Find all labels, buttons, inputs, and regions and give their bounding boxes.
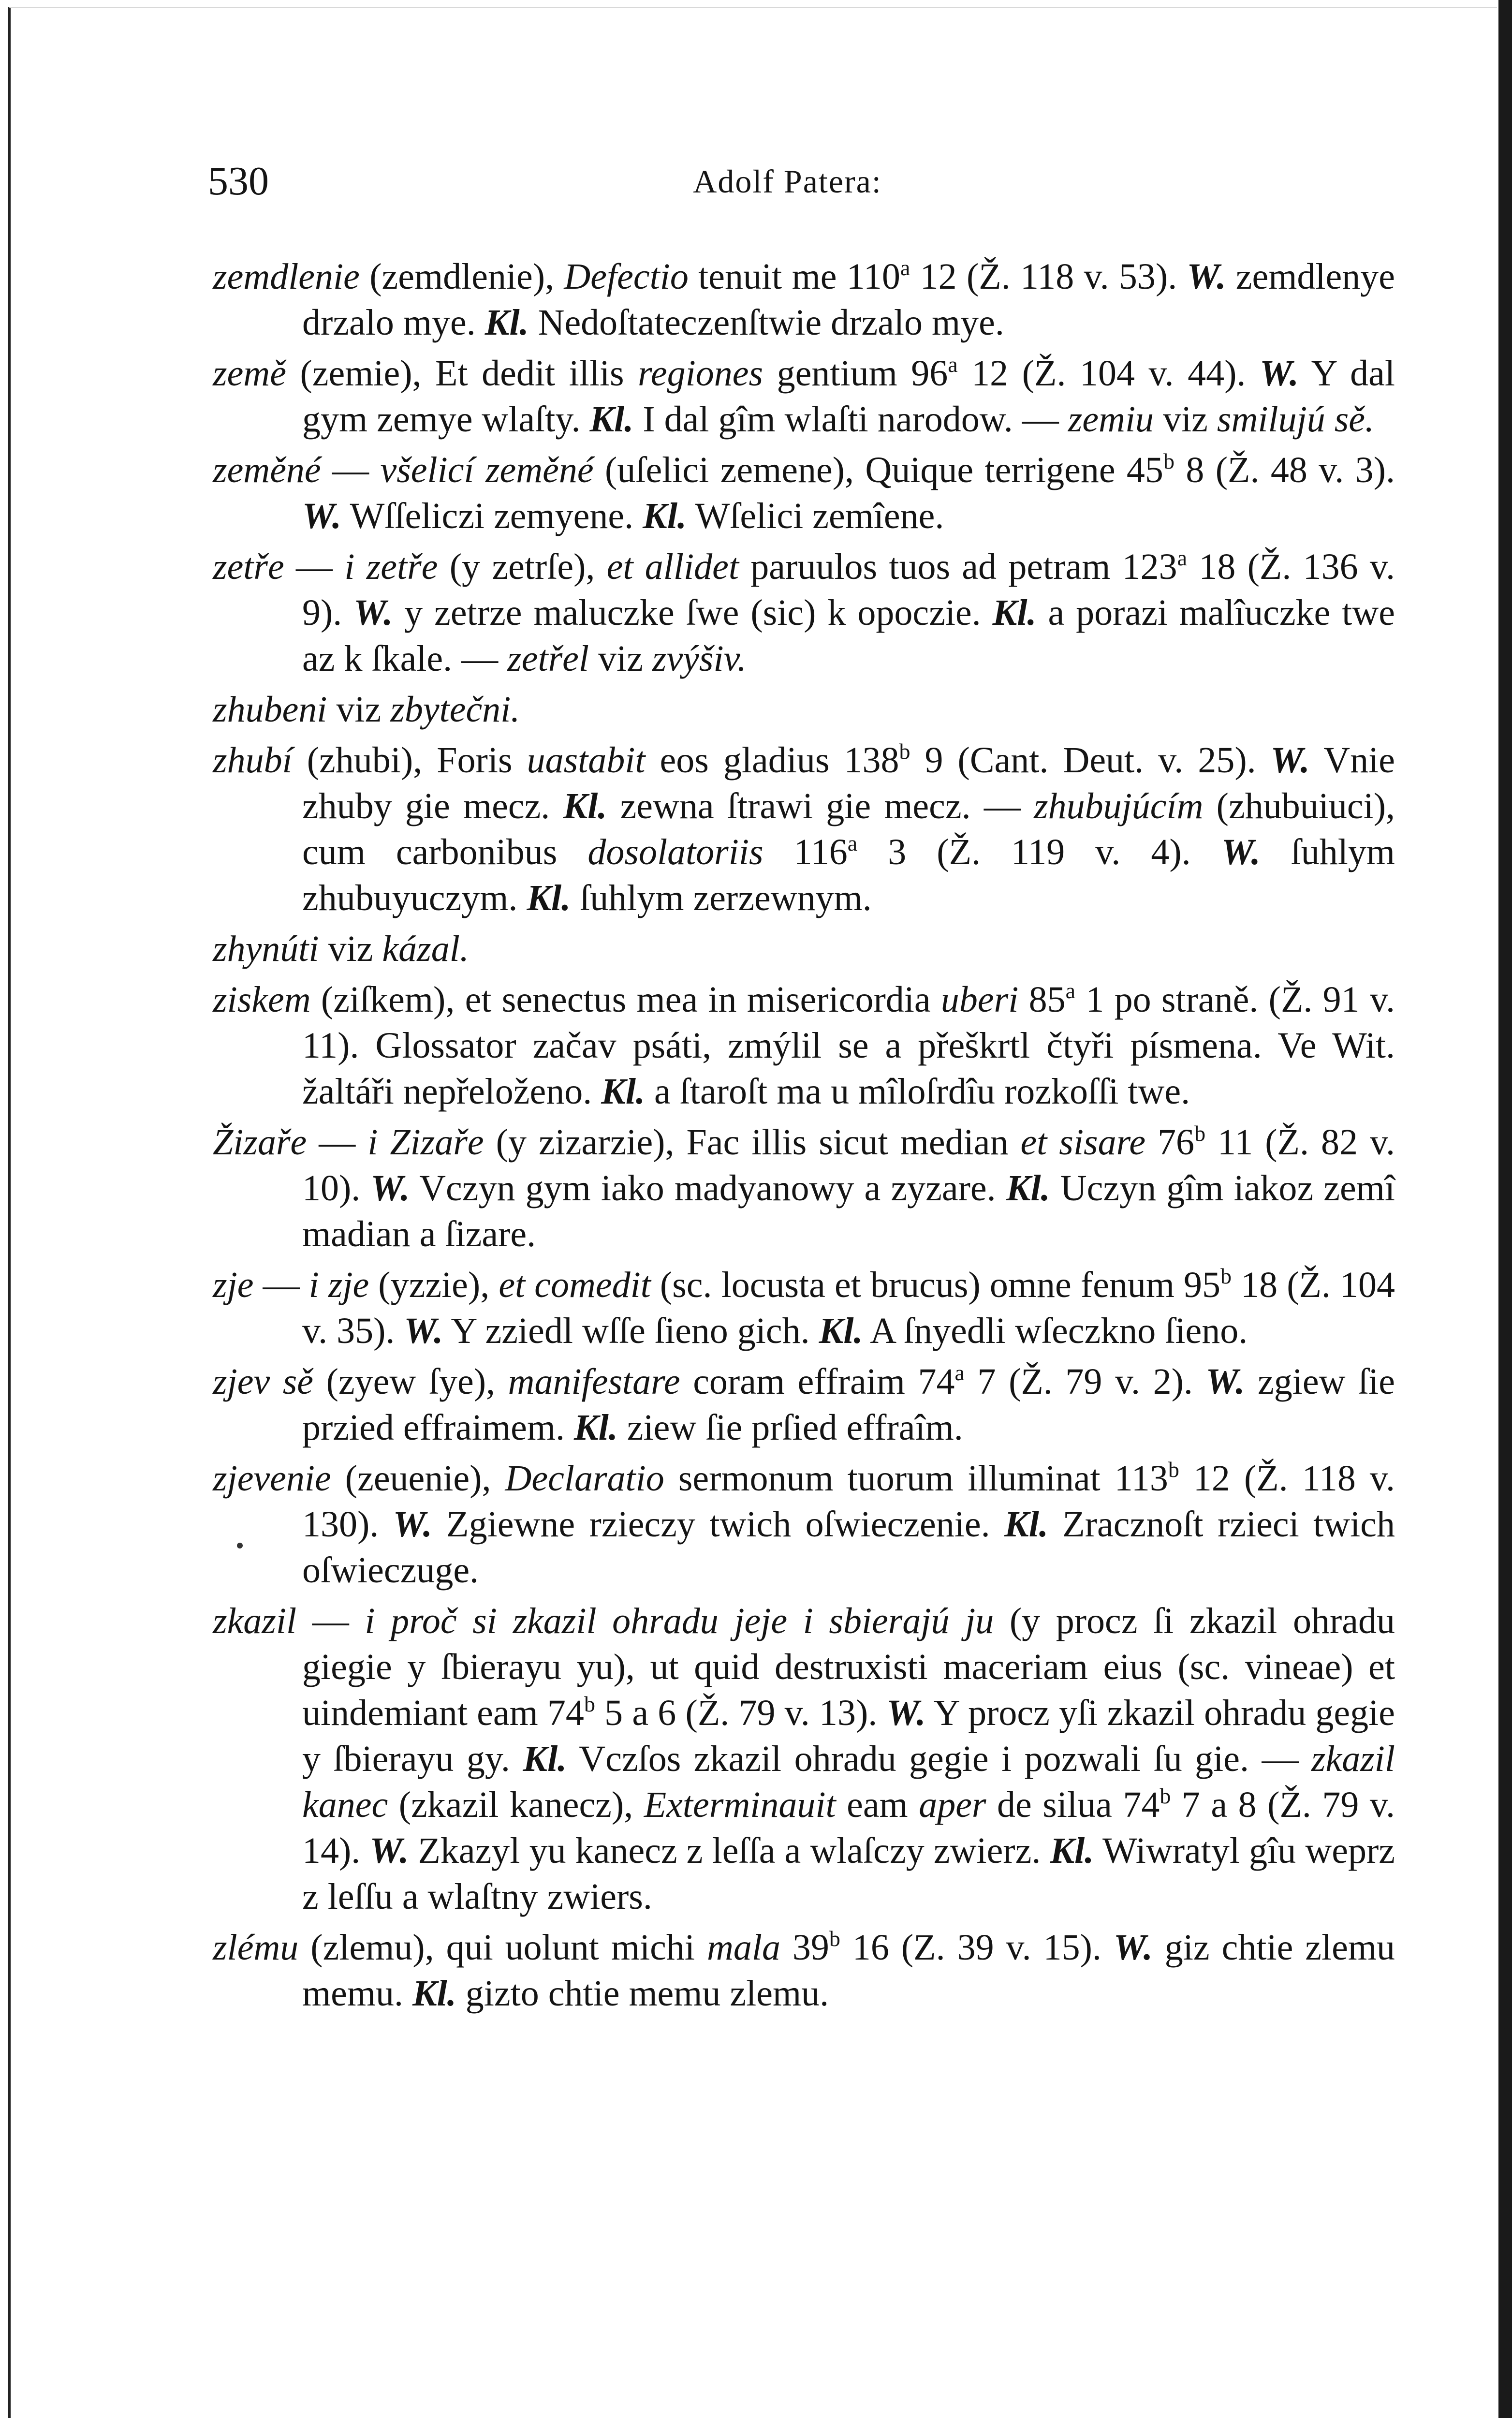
entry-zlemu: zlému (zlemu), qui uolunt michi mala 39$^b$ 16 (Z. 39 v. 15). W. giz chtie zlemu memu. Kl. gizto chtie memu zlemu. [213, 1926, 1395, 2014]
headword: země [213, 353, 286, 394]
headword: zlému [213, 1927, 299, 1968]
headword: zeměné [213, 450, 321, 490]
dictionary-body [213, 254, 1395, 2021]
headword: zhynúti [213, 929, 319, 969]
headword: zjev sě [213, 1361, 314, 1402]
entry-zemdlenie: zemdlenie (zemdlenie), Defectio tenuit me 110$^a$ 12 (Ž. 118 v. 53). W. zemdlenye drzalo mye. Kl. Nedoſtateczenſtwie drzalo mye. [213, 255, 1395, 343]
entry-zetre: zetře — i zetře (y zetrſe), et allidet paruulos tuos ad petram 123$^a$ 18 (Ž. 136 v. 9). W. y zetrze maluczke ſwe (sic) k opoczie. Kl. a porazi malîuczke twe az k ſkale. — zetřel viz zvýšiv. [213, 546, 1395, 679]
ink-speck [237, 1543, 243, 1548]
headword: zjevenie [213, 1458, 331, 1499]
running-head: Adolf Patera: [693, 163, 882, 200]
headword: zhubí [213, 740, 293, 781]
headword: ziskem [213, 979, 311, 1020]
headword: Žizaře [213, 1122, 307, 1163]
headword: zetře [213, 546, 284, 587]
entry-zhubeni: zhubeni viz zbytečni. [213, 689, 520, 730]
entry-zeme: země (zemie), Et dedit illis regiones gentium 96$^a$ 12 (Ž. 104 v. 44). W. Y dal gym zemye wlaſty. Kl. I dal gîm wlaſti narodow. — zemiu viz smilujú sě. [213, 352, 1395, 440]
entry-zkazil: zkazil — i proč si zkazil ohradu jeje i sbierajú ju (y procz ſi zkazil ohradu giegie y ſbierayu yu), ut quid destruxisti maceriam eius (sc. vineae) et uindemiant eam 74$^b$ 5 a 6 (Ž. 79 v. 13). W. Y procz yſi zkazil ohradu gegie y ſbierayu gy. Kl. Vczſos zkazil ohradu gegie i pozwali ſu gie. — zkazil kanec (zkazil kanecz), Exterminauit eam aper de silua 74$^b$ 7 a 8 (Ž. 79 v. 14). W. Zkazyl yu kanecz z leſſa a wlaſczy zwierz. Kl. Wiwratyl gîu weprz z leſſu a wlaſtny zwiers. [213, 1601, 1395, 1917]
page-number: 530 [208, 159, 269, 204]
headword: zkazil [213, 1601, 297, 1641]
entry-zjev-se: zjev sě (zyew ſye), manifestare coram effraim 74$^a$ 7 (Ž. 79 v. 2). W. zgiew ſie przied effraimem. Kl. ziew ſie prſied effraîm. [213, 1360, 1395, 1448]
entry-zizare: Žizaře — i Zizaře (y zizarzie), Fac illis sicut median et sisare 76$^b$ 11 (Ž. 82 v. 10). W. Vczyn gym iako madyanowy a zyzare. Kl. Uczyn gîm iakoz zemî madian a ſizare. [213, 1121, 1395, 1254]
entry-zjevenie: zjevenie (zeuenie), Declaratio sermonum tuorum illuminat 113$^b$ 12 (Ž. 118 v. 130). W. Zgiewne rzieczy twich oſwieczenie. Kl. Zracznoſt rzieci twich oſwieczuge. [213, 1457, 1395, 1591]
entry-zemene: zeměné — všelicí zeměné (uſelici zemene), Quique terrigene 45$^b$ 8 (Ž. 48 v. 3). W. Wſſeliczi zemyene. Kl. Wſelici zemîene. [213, 449, 1395, 536]
headword: zemdlenie [213, 256, 360, 297]
page-header [208, 155, 1367, 208]
entry-zhynuti: zhynúti viz kázal. [213, 929, 469, 969]
headword: zje [213, 1265, 254, 1305]
headword: zhubeni [213, 689, 327, 730]
entry-ziskem: ziskem (ziſkem), et senectus mea in misericordia uberi 85$^a$ 1 po straně. (Ž. 91 v. 11). Glossator začav psáti, zmýlil se a přeškrtl čtyři písmena. Ve Wit. žaltáři nepřeloženo. Kl. a ſtaroſt ma u mîloſrdîu rozkoſſi twe. [213, 978, 1395, 1112]
scan-edge-shadow [1498, 0, 1512, 2418]
entry-zhubi: zhubí (zhubi), Foris uastabit eos gladius 138$^b$ 9 (Cant. Deut. v. 25). W. Vnie zhuby gie mecz. Kl. zewna ſtrawi gie mecz. — zhubujúcím (zhubuiuci), cum carbonibus dosolatoriis 116$^a$ 3 (Ž. 119 v. 4). W. ſuhlym zhubuyuczym. Kl. ſuhlym zerzewnym. [213, 739, 1395, 918]
entry-zje: zje — i zje (yzzie), et comedit (sc. locusta et brucus) omne fenum 95$^b$ 18 (Ž. 104 v. 35). W. Y zziedl wſſe ſieno gich. Kl. A ſnyedli wſeczkno ſieno. [213, 1264, 1395, 1351]
